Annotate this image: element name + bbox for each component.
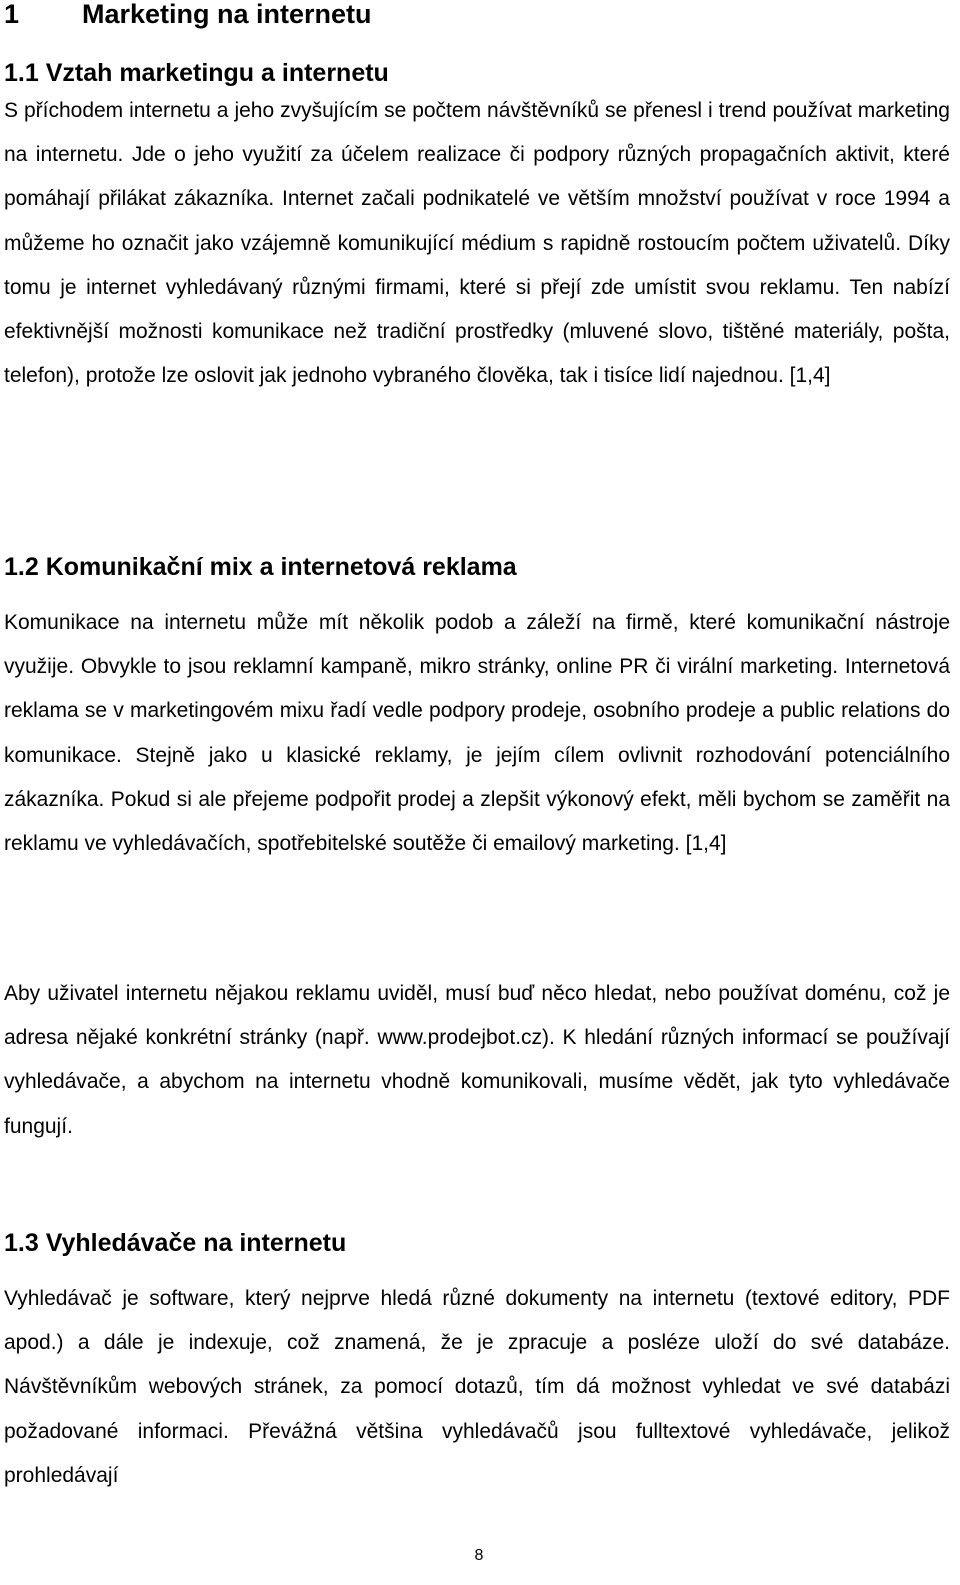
section-1-1-paragraph: S příchodem internetu a jeho zvyšujícím se počtem návštěvníků se přenesl i trend používat marketing na internetu. Jde o jeho využití za účelem realizace či podpory různých propagačních aktivit, které pomáhají přilákat zákazníka. Internet začali podnikatelé ve větším množství používat v roce 1994 a můžeme ho označit jako vzájemně komunikující médium s rapidně rostoucím počtem uživatelů. Díky tomu je internet vyhledávaný různými firmami, které si přejí zde umístit svou reklamu. Ten nabízí efektivnější možnosti komunikace než tradiční prostředky (mluvené slovo, tištěné materiály, pošta, telefon), protože lze oslovit jak jednoho vybraného člověka, tak i tisíce lidí najednou. [1,4]: [4, 99, 950, 388]
section-heading-1-3: 1.3 Vyhledávače na internetu: [4, 1229, 347, 1257]
section-1-2-paragraph-2: Aby uživatel internetu nějakou reklamu uviděl, musí buď něco hledat, nebo používat doménu, což je adresa nějaké konkrétní stránky (např. www.prodejbot.cz). K hledání různých informací se používají vyhledávače, a abychom na internetu vhodně komunikovali, musíme vědět, jak tyto vyhledávače fungují.: [4, 982, 950, 1138]
page-number: 8: [474, 1547, 484, 1564]
section-heading-1-1: 1.1 Vztah marketingu a internetu: [4, 59, 389, 87]
chapter-number: 1: [4, 0, 20, 29]
section-1-2-paragraph-1: Komunikace na internetu může mít několik podob a záleží na firmě, které komunikační nástroje využije. Obvykle to jsou reklamní kampaně, mikro stránky, online PR či virální marketing. Internetová reklama se v marketingovém mixu řadí vedle podpory prodeje, osobního prodeje a public relations do komunikace. Stejně jako u klasické reklamy, je jejím cílem ovlivnit rozhodování potenciálního zákazníka. Pokud si ale přejeme podpořit prodej a zlepšit výkonový efekt, měli bychom se zaměřit na reklamu ve vyhledávačích, spotřebitelské soutěže či emailový marketing. [1,4]: [4, 611, 950, 856]
chapter-heading: [4, 0, 372, 30]
section-heading-1-2: 1.2 Komunikační mix a internetová reklama: [4, 553, 517, 581]
section-1-3-paragraph: Vyhledávač je software, který nejprve hledá různé dokumenty na internetu (textové editory, PDF apod.) a dále je indexuje, což znamená, že je zpracuje a posléze uloží do své databáze. Návštěvníkům webových stránek, za pomocí dotazů, tím dá možnost vyhledat ve své databázi požadované informaci. Převážná většina vyhledávačů jsou fulltextové vyhledávače, jelikož prohledávají: [4, 1287, 950, 1487]
chapter-title: Marketing na internetu: [82, 0, 372, 29]
